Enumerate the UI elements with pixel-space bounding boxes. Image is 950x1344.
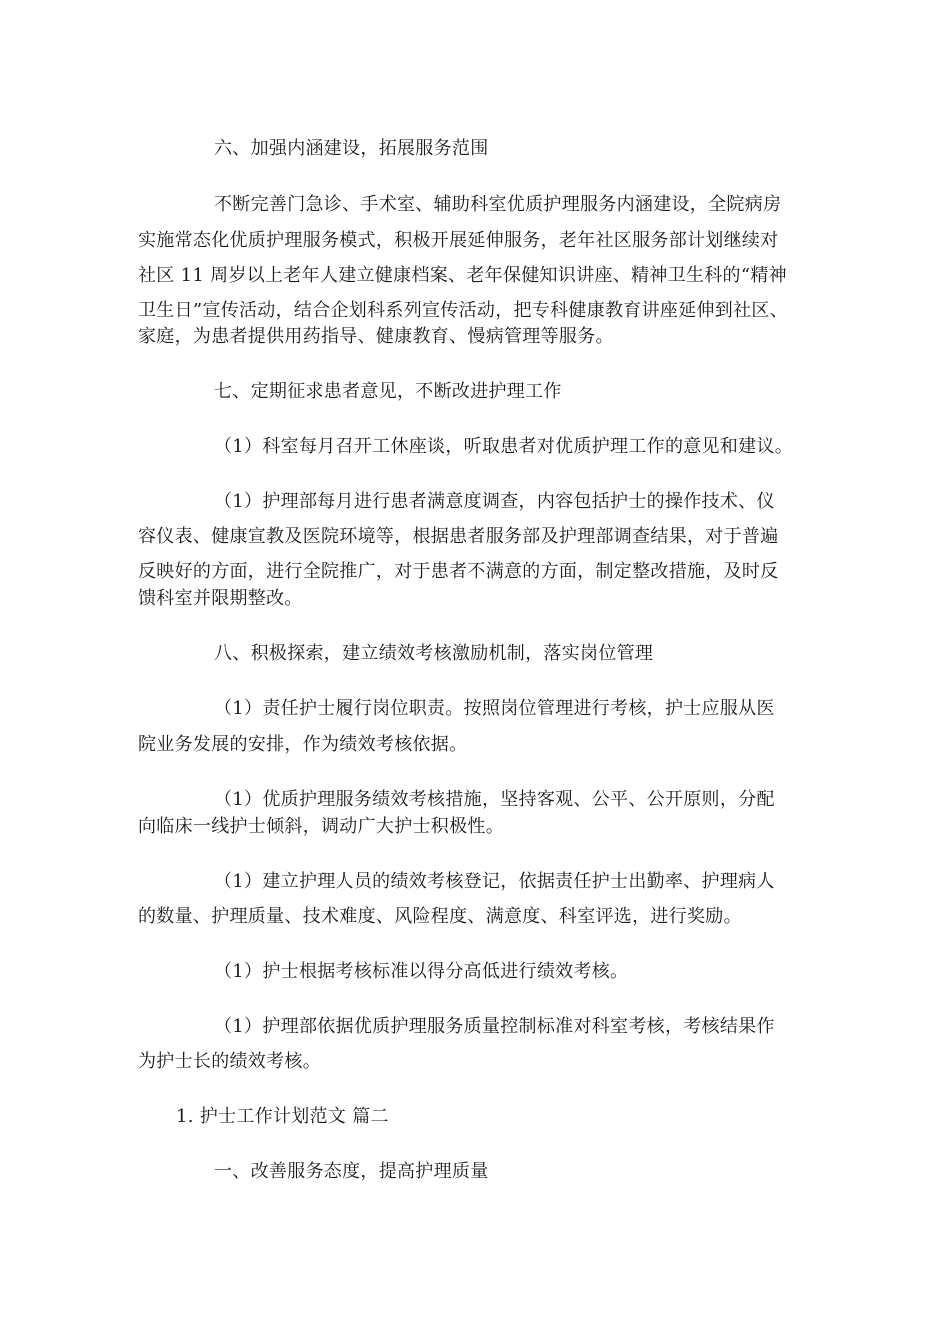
paragraph-line: 卫生日”宣传活动，结合企划科系列宣传活动，把专科健康教育讲座延伸到社区、	[138, 300, 788, 321]
paragraph-line: 馈科室并限期整改。	[138, 588, 303, 609]
paragraph-line: 向临床一线护士倾斜，调动广大护士积极性。	[138, 816, 504, 837]
paragraph-line: 实施常态化优质护理服务模式，积极开展延伸服务，老年社区服务部计划继续对	[138, 230, 779, 251]
paragraph-line: 不断完善门急诊、手术室、辅助科室优质护理服务内涵建设，全院病房	[214, 194, 782, 215]
section-heading-8: 八、积极探索，建立绩效考核激励机制，落实岗位管理	[214, 643, 654, 664]
paragraph-line: （1）护理部依据优质护理服务质量控制标准对科室考核，考核结果作	[214, 1016, 775, 1037]
paragraph-line: 社区 11 周岁以上老年人建立健康档案、老年保健知识讲座、精神卫生科的“精神	[138, 265, 787, 286]
section-heading-7: 七、定期征求患者意见，不断改进护理工作	[214, 381, 562, 402]
paragraph-line: 院业务发展的安排，作为绩效考核依据。	[138, 734, 468, 755]
paragraph-line: 为护士长的绩效考核。	[138, 1051, 321, 1072]
paragraph-line: 容仪表、健康宣教及医院环境等，根据患者服务部及护理部调查结果，对于普遍	[138, 526, 779, 547]
paragraph-line: （1）优质护理服务绩效考核措施，坚持客观、公平、公开原则，分配	[214, 789, 775, 810]
section-heading-6: 六、加强内涵建设，拓展服务范围	[214, 138, 489, 159]
paragraph-line: （1）护士根据考核标准以得分高低进行绩效考核。	[214, 961, 629, 982]
article-title: 1. 护士工作计划范文 篇二	[176, 1106, 389, 1127]
paragraph-line: （1）科室每月召开工休座谈，听取患者对优质护理工作的意见和建议。	[214, 436, 794, 457]
paragraph-line: （1）护理部每月进行患者满意度调查，内容包括护士的操作技术、仪	[214, 491, 775, 512]
paragraph-line: （1）责任护士履行岗位职责。按照岗位管理进行考核，护士应服从医	[214, 698, 775, 719]
section-heading-1: 一、改善服务态度，提高护理质量	[214, 1161, 489, 1182]
paragraph-line: （1）建立护理人员的绩效考核登记，依据责任护士出勤率、护理病人	[214, 871, 775, 892]
paragraph-line: 家庭，为患者提供用药指导、健康教育、慢病管理等服务。	[138, 326, 614, 347]
paragraph-line: 的数量、护理质量、技术难度、风险程度、满意度、科室评选，进行奖励。	[138, 906, 742, 927]
paragraph-line: 反映好的方面，进行全院推广，对于患者不满意的方面，制定整改措施，及时反	[138, 561, 779, 582]
